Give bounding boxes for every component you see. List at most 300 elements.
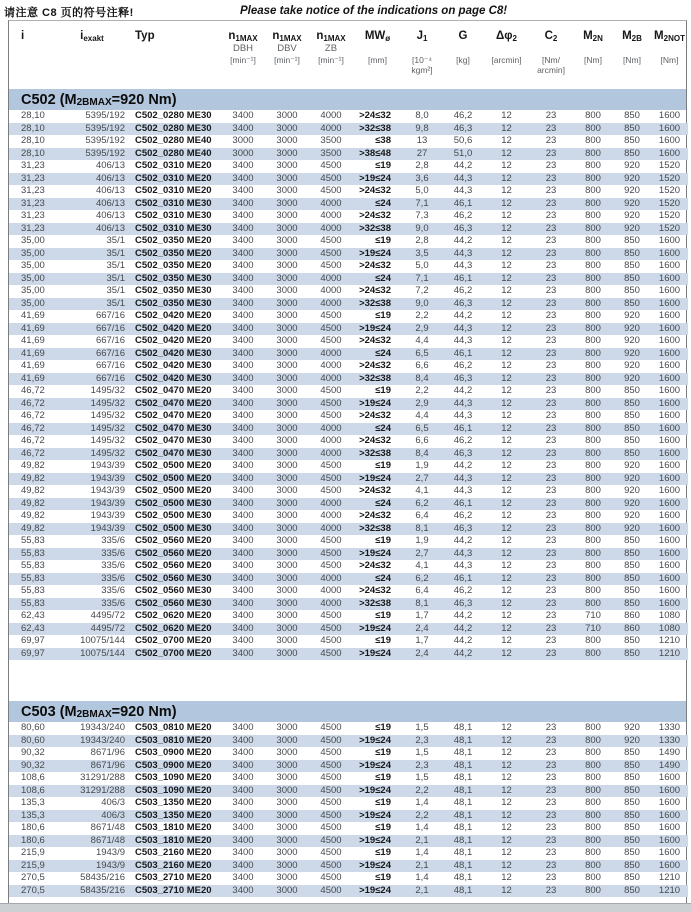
cell: 12 (501, 610, 512, 622)
cell: 8671/96 (90, 759, 125, 771)
cell: 800 (585, 135, 601, 147)
cell: 850 (624, 547, 640, 559)
cell: 800 (585, 585, 601, 597)
table-row (9, 485, 688, 498)
cell: 3000 (276, 485, 298, 497)
cell: 4500 (320, 560, 342, 572)
cell: 920 (624, 185, 640, 197)
column-header: n1MAX DBV [min⁻¹] (272, 30, 302, 65)
cell: 4000 (320, 197, 342, 209)
cell: 800 (585, 772, 601, 784)
cell: 48,1 (453, 884, 473, 896)
cell: 1600 (658, 385, 681, 397)
cell: 3000 (276, 297, 298, 309)
cell: ≤19 (375, 385, 391, 397)
cell: 850 (624, 747, 640, 759)
cell: 12 (501, 210, 512, 222)
cell: 3000 (276, 210, 298, 222)
cell: 3400 (232, 447, 254, 459)
cell: C502_0700 ME20 (135, 635, 212, 647)
cell: C502_0420 ME20 (135, 310, 212, 322)
cell: 1600 (658, 435, 681, 447)
column-header: C2 [Nm/ arcmin] (537, 30, 565, 75)
cell: C502_0280 ME30 (135, 122, 212, 134)
cell: 1,5 (415, 772, 429, 784)
cell: 3000 (276, 197, 298, 209)
cell: 48,1 (453, 734, 473, 746)
table-row (9, 348, 688, 361)
cell: 23 (545, 160, 557, 172)
cell: 920 (624, 722, 640, 734)
cell: >19≤24 (359, 547, 391, 559)
table-row (9, 772, 688, 785)
cell: 3400 (232, 622, 254, 634)
cell: 3000 (276, 422, 298, 434)
cell: >24≤32 (359, 110, 391, 122)
cell: 406/13 (95, 222, 125, 234)
cell: 12 (501, 510, 512, 522)
cell: 3400 (232, 497, 254, 509)
cell: 23 (545, 372, 557, 384)
cell: 44,2 (453, 160, 473, 172)
cell: 3400 (232, 884, 254, 896)
cell: 2,1 (415, 834, 429, 846)
cell: 48,1 (453, 772, 473, 784)
cell: 3000 (276, 884, 298, 896)
cell: 23 (545, 472, 557, 484)
cell: 23 (545, 797, 557, 809)
cell: 800 (585, 172, 601, 184)
cell: 3000 (276, 122, 298, 134)
cell: 335/6 (101, 535, 125, 547)
cell: 3000 (276, 435, 298, 447)
section-c502 (9, 89, 686, 660)
cell: 12 (501, 647, 512, 659)
cell: 800 (585, 435, 601, 447)
cell: C503_0810 ME20 (135, 734, 212, 746)
cell: 3000 (276, 635, 298, 647)
cell: 667/16 (95, 360, 125, 372)
cell: 1600 (658, 147, 681, 159)
cell: 1943/9 (95, 859, 125, 871)
cell: 3000 (276, 822, 298, 834)
cell: 4,4 (415, 410, 429, 422)
cell: 3000 (276, 147, 298, 159)
cell: 1600 (658, 510, 681, 522)
cell: 850 (624, 260, 640, 272)
cell: 12 (501, 572, 512, 584)
cell: 23 (545, 222, 557, 234)
table-row (9, 198, 688, 211)
cell: 23 (545, 772, 557, 784)
cell: >24≤32 (359, 285, 391, 297)
cell: 46,3 (453, 122, 473, 134)
cell: 35,00 (21, 260, 45, 272)
cell: 4500 (320, 172, 342, 184)
cell: 23 (545, 734, 557, 746)
cell: 48,1 (453, 759, 473, 771)
cell: 920 (624, 734, 640, 746)
cell: 920 (624, 510, 640, 522)
cell: C502_0470 ME30 (135, 435, 212, 447)
cell: 3400 (232, 222, 254, 234)
cell: 3000 (276, 185, 298, 197)
table-row (9, 360, 688, 373)
cell: 3000 (276, 510, 298, 522)
cell: 4500 (320, 460, 342, 472)
cell: 1600 (658, 847, 681, 859)
cell: C502_0350 ME20 (135, 235, 212, 247)
cell: 5395/192 (85, 147, 125, 159)
cell: 4500 (320, 622, 342, 634)
cell: 6,4 (415, 585, 429, 597)
cell: 850 (624, 847, 640, 859)
cell: 44,3 (453, 260, 473, 272)
cell: 335/6 (101, 572, 125, 584)
cell: 23 (545, 635, 557, 647)
cell: 3400 (232, 397, 254, 409)
cell: 4500 (320, 610, 342, 622)
cell: 800 (585, 285, 601, 297)
cell: 3400 (232, 510, 254, 522)
cell: >24≤32 (359, 410, 391, 422)
table-row (9, 735, 688, 748)
cell: C502_0420 ME30 (135, 347, 212, 359)
cell: 12 (501, 272, 512, 284)
cell: 12 (501, 172, 512, 184)
cell: 3400 (232, 597, 254, 609)
cell: 12 (501, 485, 512, 497)
cell: 215,9 (21, 859, 45, 871)
cell: 3000 (276, 847, 298, 859)
cell: 850 (624, 535, 640, 547)
cell: 800 (585, 560, 601, 572)
cell: 1943/39 (90, 510, 125, 522)
cell: >19≤24 (359, 759, 391, 771)
cell: 3400 (232, 435, 254, 447)
cell: C502_0350 ME20 (135, 260, 212, 272)
cell: 406/13 (95, 185, 125, 197)
cell: 46,72 (21, 385, 45, 397)
cell: >19≤24 (359, 884, 391, 896)
cell: 3000 (276, 322, 298, 334)
cell: 920 (624, 210, 640, 222)
cell: C502_0500 ME20 (135, 460, 212, 472)
cell: >19≤24 (359, 809, 391, 821)
cell: 850 (624, 560, 640, 572)
cell: 35/1 (106, 297, 125, 309)
cell: 3400 (232, 172, 254, 184)
column-header: MWø [mm] (364, 30, 391, 65)
cell: 850 (624, 772, 640, 784)
cell: C502_0420 ME20 (135, 335, 212, 347)
cell: 4500 (320, 797, 342, 809)
cell: 19343/240 (80, 734, 125, 746)
cell: 1600 (658, 235, 681, 247)
cell: 44,2 (453, 460, 473, 472)
cell: 4500 (320, 310, 342, 322)
cell: 8,4 (415, 372, 429, 384)
cell: 850 (624, 247, 640, 259)
cell: 23 (545, 360, 557, 372)
cell: 180,6 (21, 822, 45, 834)
section-gap (9, 660, 686, 701)
cell: 1210 (658, 647, 681, 659)
cell: 12 (501, 347, 512, 359)
cell: 23 (545, 335, 557, 347)
cell: 23 (545, 585, 557, 597)
cell: ≤24 (375, 497, 391, 509)
cell: 3000 (276, 447, 298, 459)
table-row (9, 385, 688, 398)
cell: 800 (585, 410, 601, 422)
cell: 1600 (658, 460, 681, 472)
cell: 3400 (232, 335, 254, 347)
cell: 1080 (658, 622, 681, 634)
cell: 12 (501, 397, 512, 409)
cell: 850 (624, 784, 640, 796)
cell: ≤19 (375, 235, 391, 247)
cell: 4500 (320, 784, 342, 796)
cell: 1600 (658, 572, 681, 584)
cell: 46,3 (453, 522, 473, 534)
cell: 23 (545, 447, 557, 459)
cell: 9,0 (415, 222, 429, 234)
cell: 800 (585, 110, 601, 122)
table-row (9, 323, 688, 336)
cell: 920 (624, 335, 640, 347)
cell: 3400 (232, 585, 254, 597)
cell: 3000 (276, 410, 298, 422)
cell: 41,69 (21, 322, 45, 334)
cell: 23 (545, 235, 557, 247)
cell: 335/6 (101, 585, 125, 597)
table-row (9, 498, 688, 511)
table-row (9, 523, 688, 536)
cell: 55,83 (21, 547, 45, 559)
cell: 23 (545, 297, 557, 309)
cell: 3000 (276, 734, 298, 746)
cell: 12 (501, 122, 512, 134)
cell: C502_0310 ME30 (135, 222, 212, 234)
cell: 3400 (232, 522, 254, 534)
cell: 3400 (232, 347, 254, 359)
cell: 1520 (658, 160, 681, 172)
cell: 44,2 (453, 385, 473, 397)
cell: C502_0310 ME20 (135, 185, 212, 197)
cell: 3400 (232, 647, 254, 659)
cell: 4000 (320, 522, 342, 534)
page-edge-strip (0, 903, 691, 912)
cell: 3400 (232, 560, 254, 572)
cell: 2,1 (415, 884, 429, 896)
cell: 12 (501, 322, 512, 334)
cell: 850 (624, 797, 640, 809)
cell: 48,1 (453, 747, 473, 759)
cell: 850 (624, 122, 640, 134)
cell: 3400 (232, 859, 254, 871)
cell: 23 (545, 197, 557, 209)
cell: 46,3 (453, 372, 473, 384)
cell: 35/1 (106, 235, 125, 247)
cell: 23 (545, 884, 557, 896)
column-header-table (9, 21, 688, 89)
cell: 920 (624, 497, 640, 509)
cell: 31,23 (21, 197, 45, 209)
cell: 108,6 (21, 784, 45, 796)
cell: 3000 (276, 272, 298, 284)
cell: 5,0 (415, 260, 429, 272)
table-row (9, 260, 688, 273)
cell: 1,4 (415, 797, 429, 809)
cell: 44,3 (453, 172, 473, 184)
cell: 12 (501, 722, 512, 734)
cell: 23 (545, 847, 557, 859)
cell: 1600 (658, 772, 681, 784)
cell: 4500 (320, 472, 342, 484)
cell: 12 (501, 772, 512, 784)
cell: 48,1 (453, 784, 473, 796)
cell: 3400 (232, 797, 254, 809)
cell: 5395/192 (85, 135, 125, 147)
cell: 850 (624, 397, 640, 409)
cell: 3400 (232, 535, 254, 547)
cell: 31291/288 (80, 772, 125, 784)
cell: 3000 (276, 222, 298, 234)
cell: 1600 (658, 135, 681, 147)
cell: 3000 (276, 535, 298, 547)
cell: >24≤32 (359, 485, 391, 497)
cell: 4500 (320, 385, 342, 397)
cell: 800 (585, 485, 601, 497)
cell: 8,4 (415, 447, 429, 459)
table-row (9, 398, 688, 411)
table-row (9, 310, 688, 323)
cell: 2,2 (415, 385, 429, 397)
cell: 48,1 (453, 809, 473, 821)
cell: >32≤38 (359, 597, 391, 609)
cell: 5,0 (415, 185, 429, 197)
cell: 3000 (276, 335, 298, 347)
cell: 23 (545, 560, 557, 572)
cell: 12 (501, 784, 512, 796)
cell: 3400 (232, 460, 254, 472)
cell: 46,2 (453, 210, 473, 222)
cell: 46,1 (453, 347, 473, 359)
cell: 1600 (658, 322, 681, 334)
cell: 1943/39 (90, 497, 125, 509)
cell: 920 (624, 485, 640, 497)
cell: C502_0500 ME30 (135, 497, 212, 509)
cell: 6,2 (415, 572, 429, 584)
cell: 800 (585, 347, 601, 359)
cell: 850 (624, 834, 640, 846)
cell: 19343/240 (80, 722, 125, 734)
cell: C503_2160 ME20 (135, 859, 212, 871)
cell: 3400 (232, 635, 254, 647)
cell: 3000 (276, 397, 298, 409)
cell: 3000 (276, 797, 298, 809)
cell: 1,7 (415, 635, 429, 647)
table-row (9, 210, 688, 223)
cell: 9,8 (415, 122, 429, 134)
cell: 1,5 (415, 722, 429, 734)
cell: 46,3 (453, 297, 473, 309)
cell: 46,3 (453, 222, 473, 234)
column-header: Typ (135, 30, 155, 42)
cell: 7,2 (415, 285, 429, 297)
cell: 850 (624, 235, 640, 247)
cell: 850 (624, 572, 640, 584)
cell: 3000 (276, 772, 298, 784)
cell: 3400 (232, 547, 254, 559)
cell: 23 (545, 135, 557, 147)
cell: 4500 (320, 772, 342, 784)
cell: 3000 (276, 647, 298, 659)
cell: 1600 (658, 422, 681, 434)
cell: >19≤24 (359, 784, 391, 796)
cell: 1080 (658, 610, 681, 622)
cell: C503_2160 ME20 (135, 847, 212, 859)
cell: 23 (545, 460, 557, 472)
cell: 3400 (232, 834, 254, 846)
cell: 335/6 (101, 547, 125, 559)
cell: 2,4 (415, 647, 429, 659)
cell: 23 (545, 647, 557, 659)
cell: 12 (501, 734, 512, 746)
cell: 850 (624, 110, 640, 122)
section-c503 (9, 701, 686, 897)
cell: 2,3 (415, 734, 429, 746)
cell: 28,10 (21, 135, 45, 147)
cell: 3000 (232, 135, 254, 147)
cell: 12 (501, 809, 512, 821)
cell: 8671/48 (90, 822, 125, 834)
cell: 12 (501, 847, 512, 859)
cell: 23 (545, 247, 557, 259)
cell: 850 (624, 447, 640, 459)
cell: 4000 (320, 372, 342, 384)
cell: >19≤24 (359, 622, 391, 634)
cell: 800 (585, 522, 601, 534)
cell: 44,3 (453, 547, 473, 559)
cell: ≤24 (375, 572, 391, 584)
cell: 800 (585, 447, 601, 459)
cell: 3400 (232, 422, 254, 434)
cell: 23 (545, 435, 557, 447)
cell: 55,83 (21, 597, 45, 609)
cell: 710 (585, 610, 601, 622)
cell: 4500 (320, 235, 342, 247)
cell: 3000 (276, 622, 298, 634)
cell: 35,00 (21, 247, 45, 259)
cell: 850 (624, 135, 640, 147)
cell: 1600 (658, 297, 681, 309)
cell: ≤19 (375, 722, 391, 734)
cell: 1,9 (415, 460, 429, 472)
cell: 800 (585, 160, 601, 172)
cell: 3000 (276, 572, 298, 584)
cell: 49,82 (21, 497, 45, 509)
cell: 44,3 (453, 485, 473, 497)
cell: 1330 (658, 722, 681, 734)
section-spec: (M2BMAX=920 Nm) (59, 703, 177, 720)
cell: 1520 (658, 172, 681, 184)
cell: 4495/72 (90, 622, 125, 634)
cell: C502_0420 ME30 (135, 360, 212, 372)
cell: 12 (501, 497, 512, 509)
cell: 3000 (276, 385, 298, 397)
